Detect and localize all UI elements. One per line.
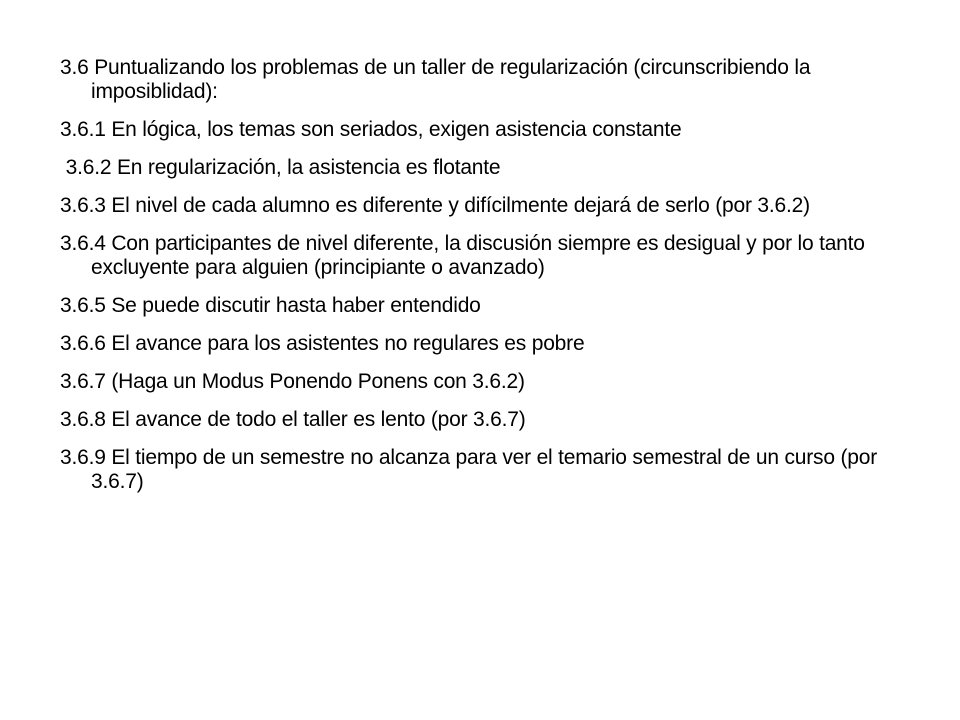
item-3-6-2: 3.6.2 En regularización, la asistencia es flotante: [60, 156, 501, 179]
item-3-6-3: 3.6.3 El nivel de cada alumno es diferente y difícilmente dejará de serlo (por 3.6.2): [60, 194, 810, 217]
item-3-6-4: 3.6.4 Con participantes de nivel diferente, la discusión siempre es desigual y por lo tanto excluyente para alguien (principiante o avanzado): [60, 232, 865, 279]
item-3-6-8: 3.6.8 El avance de todo el taller es lento (por 3.6.7): [60, 408, 526, 431]
item-3-6: 3.6 Puntualizando los problemas de un taller de regularización (circunscribiendo la imposiblidad):: [60, 56, 811, 103]
item-3-6-9: 3.6.9 El tiempo de un semestre no alcanza para ver el temario semestral de un curso (por 3.6.7): [60, 446, 877, 493]
bullet-list: [60, 56, 910, 508]
item-3-6-7: 3.6.7 (Haga un Modus Ponendo Ponens con 3.6.2): [60, 370, 525, 393]
item-3-6-1: 3.6.1 En lógica, los temas son seriados, exigen asistencia constante: [60, 118, 682, 141]
item-3-6-5: 3.6.5 Se puede discutir hasta haber entendido: [60, 294, 481, 317]
item-3-6-6: 3.6.6 El avance para los asistentes no regulares es pobre: [60, 332, 585, 355]
